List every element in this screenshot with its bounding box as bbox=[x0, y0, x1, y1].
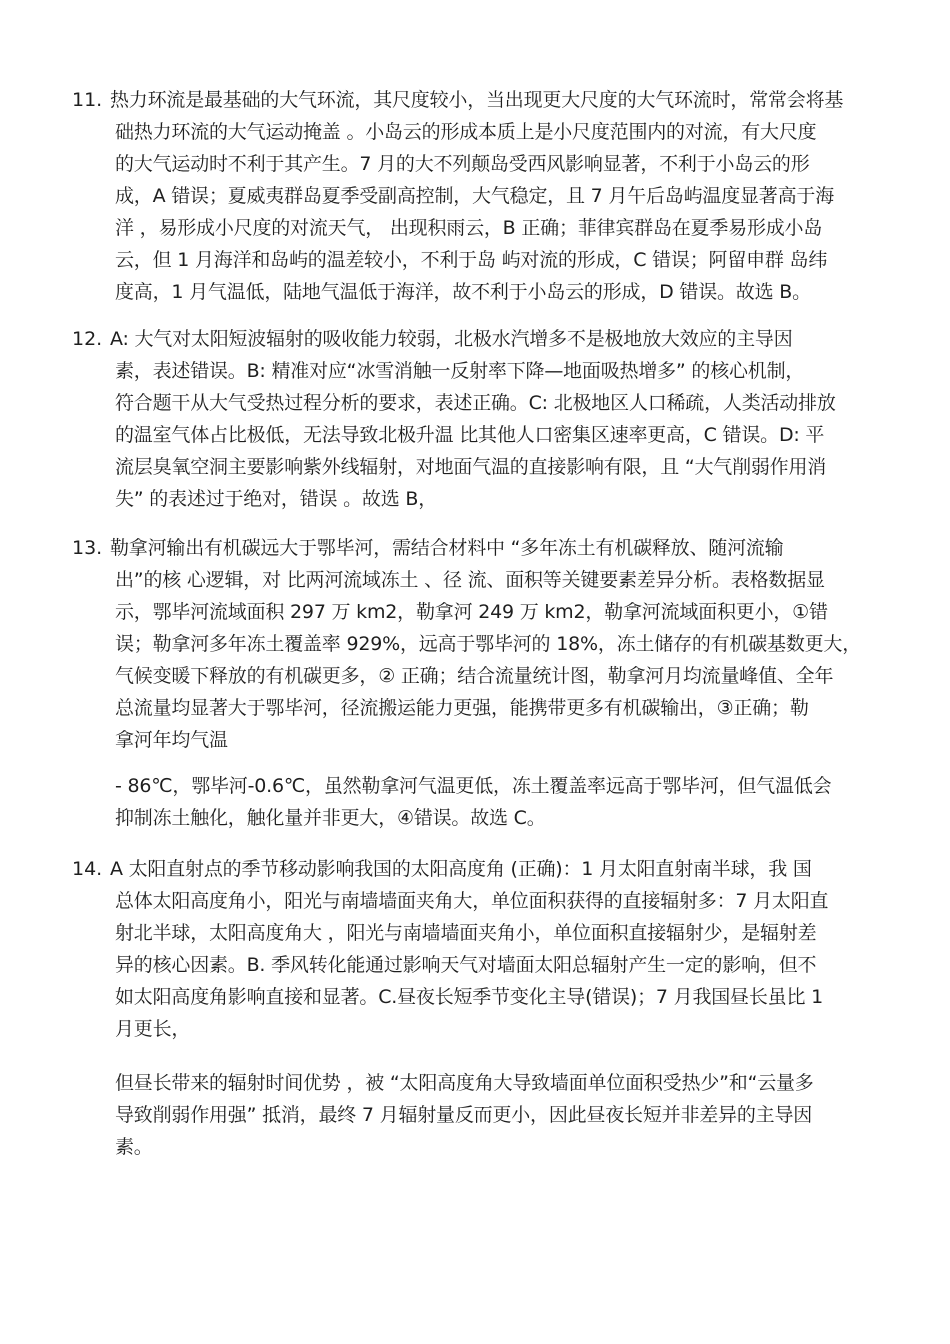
continuation-line: 素。 bbox=[115, 1136, 153, 1158]
paragraph-line: 拿河年均气温 bbox=[115, 729, 228, 751]
paragraph-line: 异的核心因素。B. 季风转化能通过影响天气对墙面太阳总辐射产生一定的影响，但不 bbox=[115, 954, 817, 976]
continuation-line: 但昼长带来的辐射时间优势 ，被 “太阳高度角大导致墙面单位面积受热少”和“云量多 bbox=[115, 1072, 814, 1094]
paragraph-line: 成，A 错误；夏威夷群岛夏季受副高控制，大气稳定，且 7 月午后岛屿温度显著高于海 bbox=[115, 185, 835, 207]
paragraph-line: 的温室气体占比极低，无法导致北极升温 比其他人口密集区速率更高，C 错误。D: 平 bbox=[115, 424, 825, 446]
continuation-line: 导致削弱作用强” 抵消，最终 7 月辐射量反而更小，因此昼夜长短并非差异的主导因 bbox=[115, 1104, 813, 1126]
paragraph-line: A: 大气对太阳短波辐射的吸收能力较弱，北极水汽增多不是极地放大效应的主导因 bbox=[110, 328, 793, 350]
paragraph-line: 度高，1 月气温低，陆地气温低于海洋，故不利于小岛云的形成，D 错误。故选 B。 bbox=[115, 281, 811, 303]
paragraph-line: 勒拿河输出有机碳远大于鄂毕河，需结合材料中 “多年冻土有机碳释放、随河流输 bbox=[110, 537, 784, 559]
paragraph-line: 射北半球，太阳高度角大 ，阳光与南墙墙面夹角小，单位面积直接辐射少，是辐射差 bbox=[115, 922, 817, 944]
item-number: 12. bbox=[72, 328, 103, 350]
paragraph-line: 洋 ，易形成小尺度的对流天气， 出现积雨云，B 正确；菲律宾群岛在夏季易形成小岛 bbox=[115, 217, 823, 239]
paragraph-line: 符合题干从大气受热过程分析的要求，表述正确。C: 北极地区人口稀疏，人类活动排放 bbox=[115, 392, 836, 414]
paragraph-line: 热力环流是最基础的大气环流，其尺度较小，当出现更大尺度的大气环流时，常常会将基 bbox=[110, 89, 844, 111]
paragraph-line: 总体太阳高度角小，阳光与南墙墙面夹角大，单位面积获得的直接辐射多：7 月太阳直 bbox=[115, 890, 829, 912]
paragraph-line: 出”的核 心逻辑，对 比两河流域冻土 、径 流、面积等关键要素差异分析。表格数据显 bbox=[115, 569, 825, 591]
continuation-line: 抑制冻土触化，触化量并非更大，④错误。故选 C。 bbox=[115, 807, 546, 829]
paragraph-line: 流层臭氧空洞主要影响紫外线辐射，对地面气温的直接影响有限，且 “大气削弱作用消 bbox=[115, 456, 827, 478]
paragraph-line: 气候变暖下释放的有机碳更多，② 正确；结合流量统计图，勒拿河月均流量峰值、全年 bbox=[115, 665, 834, 687]
paragraph-line: 失” 的表述过于绝对，错误 。故选 B， bbox=[115, 488, 437, 510]
continuation-line: - 86℃，鄂毕河-0.6℃，虽然勒拿河气温更低，冻土覆盖率远高于鄂毕河，但气温低会 bbox=[115, 775, 832, 797]
item-number: 14. bbox=[72, 858, 103, 880]
item-number: 11. bbox=[72, 89, 103, 111]
paragraph-line: 素，表述错误。B: 精准对应“冰雪消触一反射率下降—地面吸热增多” 的核心机制， bbox=[115, 360, 805, 382]
paragraph-line: 础热力环流的大气运动掩盖 。小岛云的形成本质上是小尺度范围内的对流，有大尺度 bbox=[115, 121, 817, 143]
paragraph-line: A 太阳直射点的季节移动影响我国的太阳高度角 (正确)：1 月太阳直射南半球，我 国 bbox=[110, 858, 812, 880]
paragraph-line: 总流量均显著大于鄂毕河，径流搬运能力更强，能携带更多有机碳输出，③正确；勒 bbox=[115, 697, 809, 719]
paragraph-line: 示，鄂毕河流域面积 297 万 km2，勒拿河 249 万 km2，勒拿河流域面积更小，①错 bbox=[115, 601, 828, 623]
paragraph-line: 月更长， bbox=[115, 1018, 191, 1040]
paragraph-line: 的大气运动时不利于其产生。7 月的大不列颠岛受西风影响显著，不利于小岛云的形 bbox=[115, 153, 810, 175]
paragraph-line: 误；勒拿河多年冻土覆盖率 929%，远高于鄂毕河的 18%，冻土储存的有机碳基数更大， bbox=[115, 633, 862, 655]
paragraph-line: 云，但 1 月海洋和岛屿的温差较小，不利于岛 屿对流的形成，C 错误；阿留申群 岛纬 bbox=[115, 249, 828, 271]
paragraph-line: 如太阳高度角影响直接和显著。C.昼夜长短季节变化主导(错误)；7 月我国昼长虽比 1 bbox=[115, 986, 823, 1008]
item-number: 13. bbox=[72, 537, 103, 559]
